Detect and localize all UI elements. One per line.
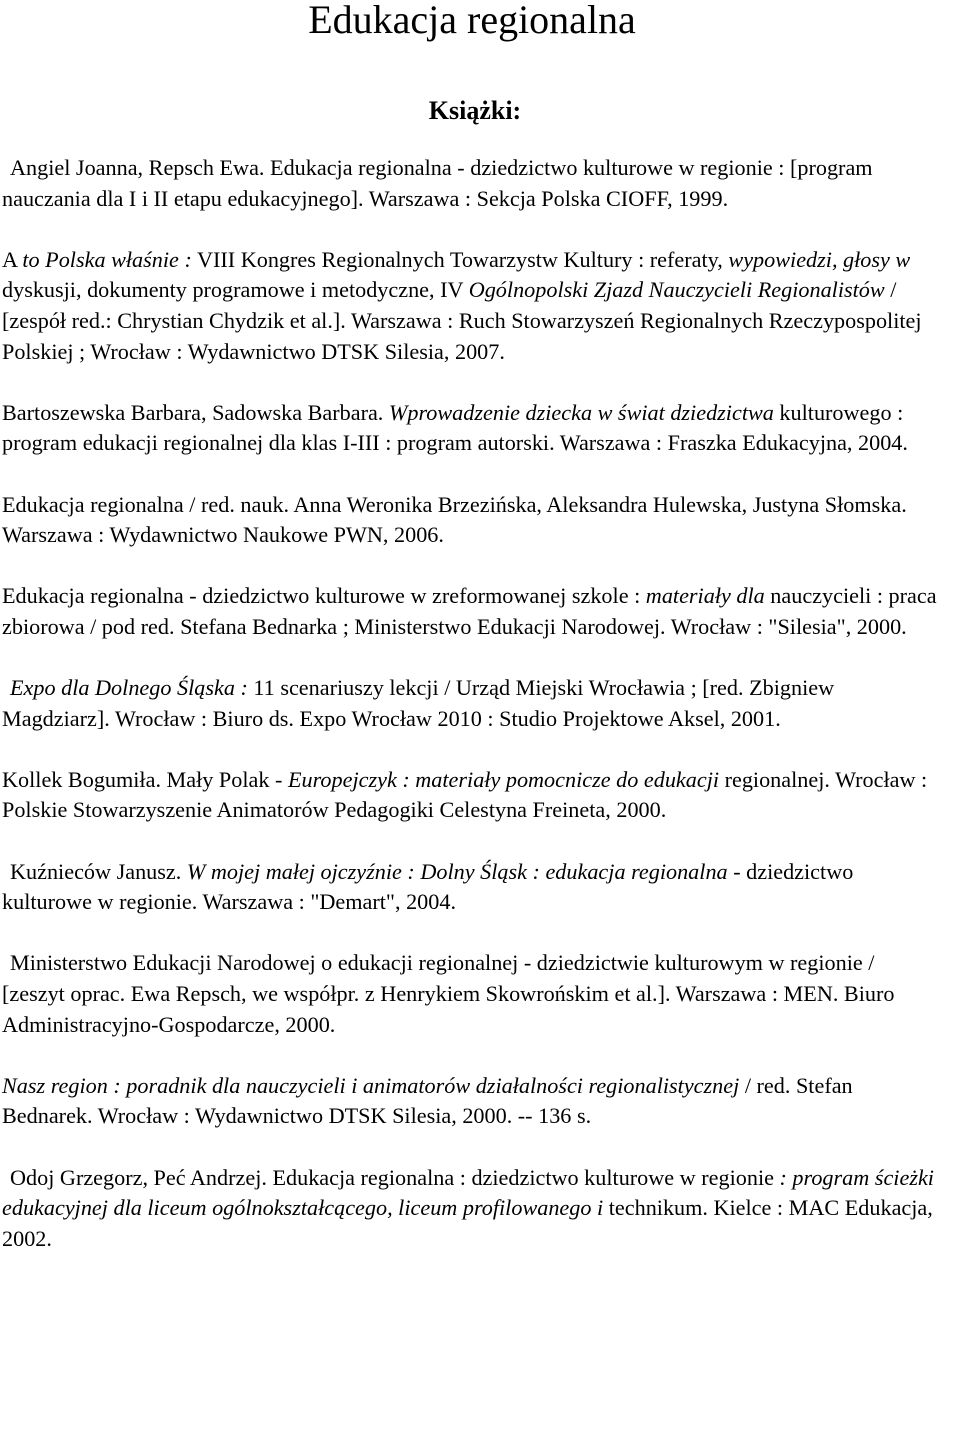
bibliography-entry (2, 1163, 942, 1255)
section-heading-books: Książki: (428, 96, 522, 125)
entry-title-text: materiały dla (645, 583, 765, 609)
entry-title-text: to Polska właśnie : (22, 246, 192, 272)
entry-title-text: Ogólnopolski Zjazd Nauczycieli Regionalistów (468, 277, 885, 303)
bibliography-entry (2, 857, 942, 918)
entry-title-text: : program ścieżki edukacyjnej dla liceum ogólnokształcącego, liceum profilowanego i (2, 1164, 934, 1221)
bibliography-list (2, 153, 942, 1254)
entry-text: nauczycieli : praca zbiorowa / pod red. Stefana Bednarka ; Ministerstwo Edukacji Narodowej. Wrocław : "Silesia", 2000. (2, 583, 937, 639)
entry-text: regionalnej. Wrocław : Polskie Stowarzyszenie Animatorów Pedagogiki Celestyna Freineta, 2000. (2, 766, 928, 823)
entry-text: / red. Stefan Bednarek. Wrocław : Wydawnictwo DTSK Silesia, 2000. -- 136 s. (2, 1072, 853, 1129)
entry-text: Bartoszewska Barbara, Sadowska Barbara. (2, 399, 389, 425)
bibliography-entry (2, 581, 942, 642)
entry-text: kulturowego : program edukacji regionalnej dla klas I-III : program autorski. Warszawa : Fraszka Edukacyjna, 2004. (2, 399, 908, 456)
entry-text: / [zespół red.: Chrystian Chydzik et al.]. Warszawa : Ruch Stowarzyszeń Regionalnych Rzeczypospolitej Polskiej ; Wrocław : Wydawnictwo DTSK Silesia, 2007. (2, 277, 922, 364)
entry-title-text: W mojej małej ojczyźnie : Dolny Śląsk : edukacja regionalna (186, 858, 728, 884)
entry-text: Kuźnieców Janusz. (10, 858, 187, 884)
bibliography-entry (2, 1071, 942, 1132)
entry-text: Edukacja regionalna - dziedzictwo kulturowe w zreformowanej szkole : (2, 583, 646, 609)
entry-title-text: Europejczyk : materiały pomocnicze do edukacji (287, 766, 720, 792)
entry-text: Kollek Bogumiła. Mały Polak - (2, 766, 288, 792)
entry-text: Odoj Grzegorz, Peć Andrzej. Edukacja regionalna : dziedzictwo kulturowe w regionie (10, 1164, 780, 1190)
bibliography-entry (2, 490, 942, 551)
document-title: Edukacja regionalna (308, 0, 636, 42)
entry-text: 11 scenariuszy lekcji / Urząd Miejski Wrocławia ; [red. Zbigniew Magdziarz]. Wrocław : Biuro ds. Expo Wrocław 2010 : Studio Projektowe Aksel, 2001. (2, 675, 835, 731)
bibliography-entry (2, 765, 942, 826)
entry-text: Ministerstwo Edukacji Narodowej o edukacji regionalnej - dziedzictwie kulturowym w regionie / [zeszyt oprac. Ewa Repsch, we współpr. z Henrykiem Skowrońskim et al.]. Warszawa : MEN. Biuro Administracyjno-Gospodarcze, 2000. (2, 950, 895, 1037)
entry-text: dyskusji, dokumenty programowe i metodyczne, IV (2, 277, 469, 303)
entry-text: Edukacja regionalna / red. nauk. Anna Weronika Brzezińska, Aleksandra Hulewska, Justyna Słomska. Warszawa : Wydawnictwo Naukowe PWN, 2006. (2, 491, 907, 548)
entry-text: - dziedzictwo kulturowe w regionie. Warszawa : "Demart", 2004. (2, 858, 854, 915)
bibliography-entry (2, 153, 942, 214)
entry-text: A (2, 246, 23, 272)
entry-title-text: wypowiedzi, głosy w (728, 246, 911, 272)
bibliography-entry (2, 673, 942, 734)
entry-text: technikum. Kielce : MAC Edukacja, 2002. (2, 1195, 933, 1251)
entry-text: Angiel Joanna, Repsch Ewa. Edukacja regionalna - dziedzictwo kulturowe w regionie : [program nauczania dla I i II etapu edukacyjnego]. Warszawa : Sekcja Polska CIOFF, 1999. (2, 155, 873, 211)
bibliography-entry (2, 948, 942, 1040)
entry-text: VIII Kongres Regionalnych Towarzystw Kultury : referaty, (191, 246, 729, 272)
entry-title-text: Wprowadzenie dziecka w świat dziedzictwa (388, 399, 774, 425)
entry-title-text: Expo dla Dolnego Śląska : (10, 675, 248, 701)
bibliography-entry (2, 398, 942, 459)
bibliography-entry (2, 245, 942, 367)
entry-title-text: Nasz region : poradnik dla nauczycieli i animatorów działalności regionalistycznej (2, 1072, 740, 1098)
